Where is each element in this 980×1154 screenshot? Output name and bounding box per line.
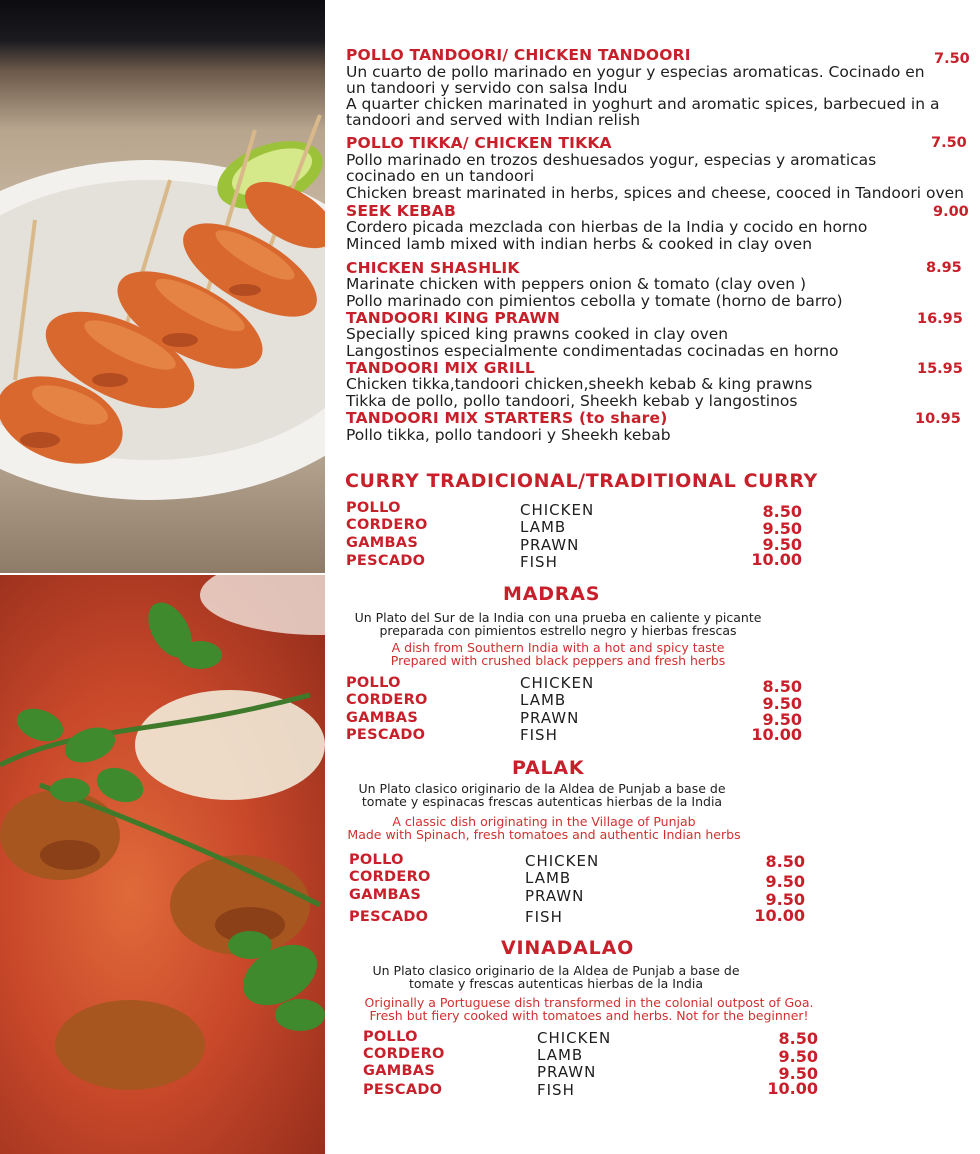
madras-row-es: CORDERO [346,692,428,708]
curry-row-price: 8.50 [762,502,802,521]
curry-row-es: CORDERO [346,517,428,533]
curry-row-en: FISH [520,553,558,571]
item-price-pollo-tandoori: 7.50 [934,51,970,67]
palak-row-en: PRAWN [525,887,585,905]
madras-intro-es: Un Plato del Sur de la India con una prueba en caliente y picante [354,610,762,625]
palak-row-price: 9.50 [765,890,805,909]
vinadalao-row-price: 10.00 [767,1079,818,1098]
item-description: Chicken tikka,tandoori chicken,sheekh kebab & king prawns [346,375,813,393]
palak-intro-en: A classic dish originating in the Village of Punjab [392,814,696,829]
curry-row-price: 9.50 [762,519,802,538]
item-price-tandoori-king-prawn: 16.95 [917,311,963,327]
item-description: Langostinos especialmente condimentadas cocinadas en horno [346,342,839,360]
section-title-vinadalao: VINADALAO [501,937,635,959]
palak-row-es: CORDERO [349,869,431,885]
item-description: Pollo marinado en trozos deshuesados yogur, especias y aromaticas [346,151,877,169]
item-description: Tikka de pollo, pollo tandoori, Sheekh kebab y langostinos [346,392,798,410]
curry-row-price: 9.50 [762,535,802,554]
curry-row-price: 10.00 [751,550,802,569]
palak-intro-es: tomate y espinacas frescas autenticas hierbas de la India [361,794,723,809]
item-description: cocinado en un tandoori [346,167,535,185]
item-price-chicken-shashlik: 8.95 [926,260,962,276]
curry-row-es: GAMBAS [346,535,419,551]
section-title-madras: MADRAS [503,583,601,605]
madras-row-price: 9.50 [762,710,802,729]
curry-row-en: LAMB [520,518,567,536]
madras-row-es: PESCADO [346,727,426,743]
item-price-tandoori-mix-starters: 10.95 [915,411,961,427]
item-price-seek-kebab: 9.00 [933,204,969,220]
madras-row-en: CHICKEN [520,674,595,692]
palak-row-en: LAMB [525,869,572,887]
vinadalao-row-en: PRAWN [537,1063,597,1081]
palak-row-price: 8.50 [765,852,805,871]
item-description: Chicken breast marinated in herbs, spices and cheese, cooced in Tandoori oven [346,184,964,202]
item-price-pollo-tikka: 7.50 [931,135,967,151]
section-title-palak: PALAK [512,757,585,779]
palak-row-price: 10.00 [754,906,805,925]
item-price-tandoori-mix-grill: 15.95 [917,361,963,377]
item-description: Cordero picada mezclada con hierbas de la India y cocido en horno [346,218,868,236]
vinadalao-row-es: POLLO [363,1029,418,1045]
vinadalao-row-price: 8.50 [778,1029,818,1048]
item-description: A quarter chicken marinated in yoghurt and aromatic spices, barbecued in a [346,95,940,113]
item-description: Pollo tikka, pollo tandoori y Sheekh kebab [346,426,671,444]
madras-row-en: PRAWN [520,709,580,727]
item-description: Un cuarto de pollo marinado en yogur y especias aromaticas. Cocinado en [346,63,925,81]
vinadalao-intro-en: Originally a Portuguese dish transformed in the colonial outpost of Goa. [364,995,814,1010]
vinadalao-row-es: GAMBAS [363,1063,436,1079]
madras-intro-en: A dish from Southern India with a hot and spicy taste [391,640,725,655]
vinadalao-intro-es: tomate y frescas autenticas hierbas de la India [409,976,703,991]
curry-row-es: POLLO [346,500,401,516]
palak-row-es: PESCADO [349,909,429,925]
madras-intro-en: Prepared with crushed black peppers and fresh herbs [390,653,726,668]
vinadalao-intro-es: Un Plato clasico originario de la Aldea de Punjab a base de [372,963,740,978]
item-description: un tandoori y servido con salsa Indu [346,79,628,97]
vinadalao-row-en: CHICKEN [537,1029,612,1047]
palak-row-en: CHICKEN [525,852,600,870]
item-name-pollo-tikka: POLLO TIKKA/ CHICKEN TIKKA [346,134,612,152]
item-description: Specially spiced king prawns cooked in clay oven [346,325,729,343]
item-name-seek-kebab: SEEK KEBAB [346,202,456,220]
vinadalao-row-en: LAMB [537,1046,584,1064]
item-name-tandoori-mix-grill: TANDOORI MIX GRILL [346,359,535,377]
curry-row-es: PESCADO [346,553,426,569]
madras-row-en: FISH [520,726,558,744]
item-description: tandoori and served with Indian relish [346,111,641,129]
curry-row-en: PRAWN [520,536,580,554]
vinadalao-intro-en: Fresh but fiery cooked with tomatoes and herbs. Not for the beginner! [369,1008,809,1023]
curry-row-en: CHICKEN [520,501,595,519]
madras-row-price: 8.50 [762,677,802,696]
madras-row-en: LAMB [520,691,567,709]
palak-intro-en: Made with Spinach, fresh tomatoes and authentic Indian herbs [347,827,741,842]
vinadalao-row-en: FISH [537,1081,575,1099]
palak-row-price: 9.50 [765,872,805,891]
madras-intro-es: preparada con pimientos estrello negro y hierbas frescas [379,623,737,638]
item-description: Pollo marinado con pimientos cebolla y tomate (horno de barro) [346,292,843,310]
madras-row-es: POLLO [346,675,401,691]
item-name-pollo-tandoori: POLLO TANDOORI/ CHICKEN TANDOORI [346,46,691,64]
vinadalao-row-es: PESCADO [363,1082,443,1098]
vinadalao-row-price: 9.50 [778,1047,818,1066]
madras-row-price: 9.50 [762,694,802,713]
madras-row-es: GAMBAS [346,710,419,726]
palak-row-es: GAMBAS [349,887,422,903]
item-name-tandoori-mix-starters: TANDOORI MIX STARTERS (to share) [346,409,668,427]
item-name-tandoori-king-prawn: TANDOORI KING PRAWN [346,309,560,327]
palak-row-en: FISH [525,908,563,926]
section-title-traditional-curry: CURRY TRADICIONAL/TRADITIONAL CURRY [345,470,818,492]
palak-row-es: POLLO [349,852,404,868]
item-description: Minced lamb mixed with indian herbs & cooked in clay oven [346,235,813,253]
madras-row-price: 10.00 [751,725,802,744]
vinadalao-row-price: 9.50 [778,1064,818,1083]
item-name-chicken-shashlik: CHICKEN SHASHLIK [346,259,520,277]
vinadalao-row-es: CORDERO [363,1046,445,1062]
palak-intro-es: Un Plato clasico originario de la Aldea de Punjab a base de [358,781,726,796]
item-description: Marinate chicken with peppers onion & tomato (clay oven ) [346,275,807,293]
